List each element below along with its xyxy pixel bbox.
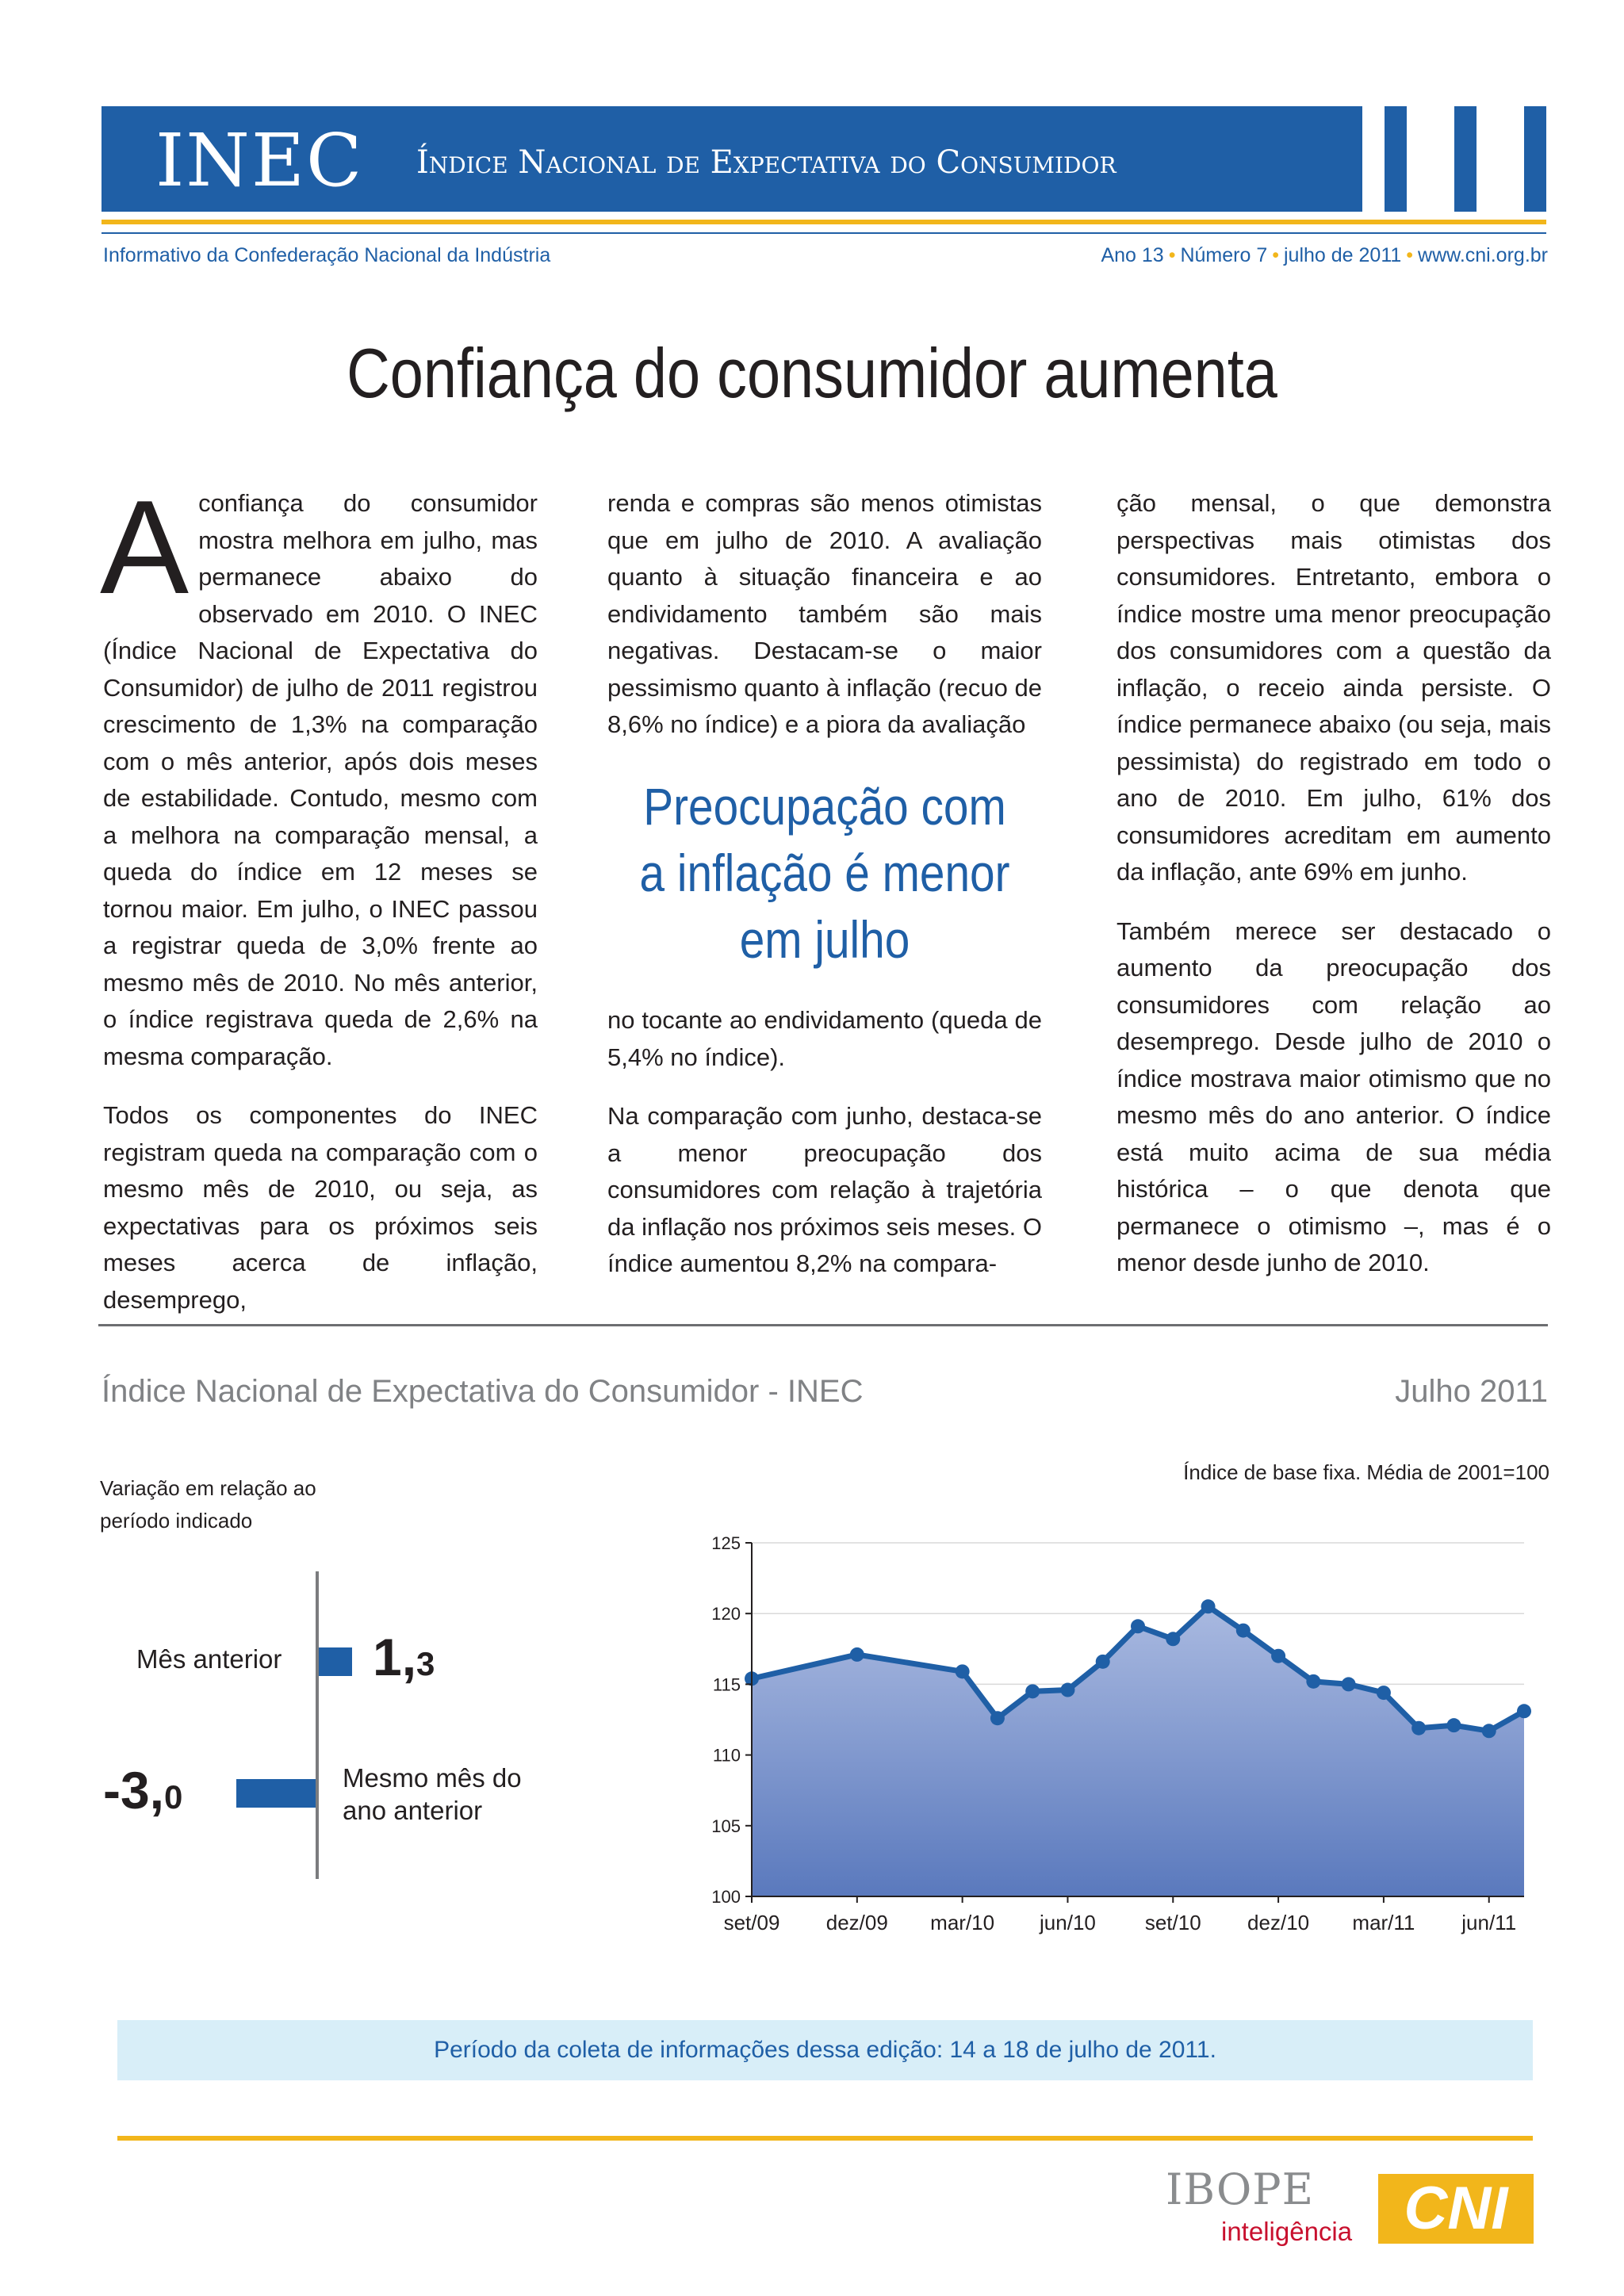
data-point (1482, 1724, 1496, 1738)
data-point (850, 1647, 864, 1662)
data-point (1060, 1683, 1074, 1697)
x-tick-label: set/10 (1144, 1911, 1201, 1934)
data-point (956, 1664, 970, 1678)
bar-label-mes-anterior: Mês anterior (136, 1644, 282, 1674)
ibope-logo: IBOPE (1166, 2164, 1315, 2214)
data-point (1446, 1718, 1461, 1732)
issue-numero: Número 7 (1180, 244, 1268, 266)
col3-paragraph-2: Também merece ser destacado o aumento da preocupação dos consumidores com relação ao desemprego. Desde julho de 2010 o índice mostrava maior otimismo que no mesmo mês do ano anterior. O índice está muito acima de sua média histórica – o que denota que permanece o otimismo –, mas é o menor desde junho de 2010. (1116, 916, 1551, 1276)
bar-mes-anterior (319, 1647, 352, 1676)
issue-site[interactable]: www.cni.org.br (1418, 244, 1548, 266)
data-point (1025, 1684, 1040, 1698)
header-bar-2 (1454, 106, 1477, 212)
ibope-logo-subtitle: inteligência (1221, 2217, 1353, 2246)
article-column-1 (100, 473, 538, 1341)
x-tick-label: mar/10 (930, 1911, 995, 1934)
data-point (1271, 1649, 1285, 1663)
x-tick-label: dez/10 (1247, 1911, 1310, 1934)
bar-value-mes-anterior-int: 1, (373, 1628, 417, 1686)
bar-label-mesmo-mes: Mesmo mês do ano anterior (343, 1763, 522, 1825)
inec-logo: INEC (155, 118, 364, 203)
variation-label: Variação em relação ao período indicado (100, 1476, 316, 1533)
bar-value-mesmo-mes-int: -3, (103, 1761, 165, 1820)
data-point (1201, 1599, 1216, 1613)
inec-line-chart (698, 1526, 1538, 1954)
data-point (1096, 1655, 1110, 1669)
article-column-2-continued (607, 1002, 1042, 1305)
chart-section-date: Julho 2011 (1395, 1374, 1548, 1409)
dropcap: A (100, 473, 190, 622)
data-point (1411, 1721, 1426, 1735)
data-point (990, 1711, 1005, 1725)
col1-paragraph-2: Todos os componentes do INEC registram queda na comparação com o mesmo mês de 2010, ou seja, as expectativas para os próximos seis meses acerca de inflação, desemprego, (103, 1101, 538, 1314)
bar-value-mes-anterior (373, 1627, 435, 1687)
header-bar-3 (1524, 106, 1546, 212)
issue-ano: Ano 13 (1101, 244, 1164, 266)
base-label: Índice de base fixa. Média de 2001=100 (1183, 1460, 1549, 1484)
bar-value-mesmo-mes-dec: 0 (164, 1778, 183, 1816)
footer-gold-rule (117, 2136, 1533, 2141)
col3-paragraph-1: ção mensal, o que demonstra perspectivas mais otimistas dos consumidores. Entretanto, embora o índice mostre uma menor preocupação dos consumidores com a questão da inflação, o receio ainda persiste. O índice permanece abaixo (ou seja, mais pessimista) do registrado em todo o ano de 2010. Em julho, 61% dos consumidores acreditam em aumento da inflação, ante 69% em junho. (1116, 489, 1551, 886)
data-point (1377, 1686, 1391, 1700)
data-point (1517, 1704, 1531, 1718)
col2-paragraph-1: renda e compras são menos otimistas que em julho de 2010. A avaliação quanto à situação financeira e ao endividamento também são mais negativas. Destacam-se o maior pessimismo quanto à inflação (recuo de 8,6% no índice) e a piora da avaliação (607, 489, 1042, 738)
data-point (1131, 1619, 1145, 1633)
y-tick-label: 125 (711, 1533, 741, 1553)
chart-section-title: Índice Nacional de Expectativa do Consumidor - INEC (102, 1374, 864, 1409)
article-column-3 (1116, 485, 1551, 1304)
issue-info: Ano 13 • Número 7 • julho de 2011 • www.cni.org.br (1101, 244, 1548, 266)
header-gold-rule (102, 220, 1546, 224)
data-point (1166, 1632, 1180, 1646)
informativo-label: Informativo da Confederação Nacional da Indústria (103, 244, 551, 266)
bar-chart-axis (316, 1571, 319, 1879)
col2-paragraph-3: Na comparação com junho, destaca-se a menor preocupação dos consumidores com relação à trajetória da inflação nos próximos seis meses. O índice aumentou 8,2% na compara- (607, 1102, 1042, 1277)
header-blue-rule (102, 232, 1546, 234)
chart-area-fill (752, 1606, 1524, 1896)
x-tick-label: jun/10 (1040, 1911, 1096, 1934)
pull-quote: Preocupação com a inflação é menor em julho (639, 777, 1010, 969)
issue-data: julho de 2011 (1284, 244, 1402, 266)
inec-full-name: Índice Nacional de Expectativa do Consumidor (416, 144, 1116, 181)
cni-logo: CNI (1404, 2175, 1508, 2242)
x-tick-label: mar/11 (1352, 1911, 1415, 1934)
y-tick-label: 120 (711, 1604, 741, 1624)
data-point (1306, 1674, 1320, 1689)
page-title: Confiança do consumidor aumenta (347, 334, 1277, 412)
y-tick-label: 105 (711, 1816, 741, 1836)
x-tick-label: dez/09 (825, 1911, 888, 1934)
article-column-2 (607, 485, 1042, 766)
bar-value-mesmo-mes (103, 1760, 182, 1820)
data-point (1236, 1624, 1251, 1638)
x-tick-label: set/09 (723, 1911, 780, 1934)
data-point (1342, 1677, 1356, 1691)
section-divider (98, 1324, 1548, 1326)
header-bar-1 (1385, 106, 1407, 212)
y-tick-label: 110 (712, 1745, 741, 1766)
bar-value-mes-anterior-dec: 3 (416, 1645, 435, 1682)
bar-mesmo-mes-ano-anterior (236, 1779, 316, 1808)
y-tick-label: 115 (712, 1674, 741, 1695)
collection-period-note: Período da coleta de informações dessa edição: 14 a 18 de julho de 2011. (434, 2037, 1216, 2063)
col1-paragraph-1: confiança do consumidor mostra melhora em julho, mas permanece abaixo do observado em 2010. O INEC (Índice Nacional de Expectativa do Consumidor) de julho de 2011 registrou crescimento de 1,3% na comparação com o mês anterior, após dois meses de estabilidade. Contudo, mesmo com a melhora na comparação mensal, a queda do índice em 12 meses se tornou maior. Em julho, o INEC passou a registrar queda de 3,0% frente ao mesmo mês de 2010. No mês anterior, o índice registrava queda de 2,6% na mesma comparação. (103, 489, 538, 1070)
col2-paragraph-2: no tocante ao endividamento (queda de 5,4% no índice). (607, 1006, 1042, 1071)
y-tick-label: 100 (711, 1887, 741, 1907)
x-tick-label: jun/11 (1461, 1911, 1517, 1934)
